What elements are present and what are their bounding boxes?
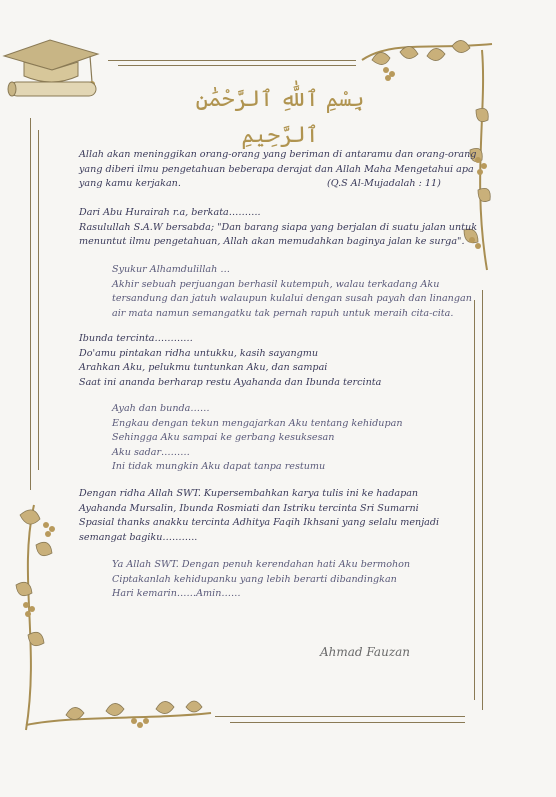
dedication-line: Dengan ridha Allah SWT. Kupersembahkan karya tulis ini ke hadapan bbox=[79, 488, 419, 499]
gratitude-line: tersandung dan jatuh walaupun kulalui dengan susah payah dan linangan bbox=[112, 293, 472, 304]
frame-right-line bbox=[482, 290, 483, 710]
gratitude-paragraph bbox=[112, 263, 472, 321]
mother-line: Arahkan Aku, pelukmu tuntunkan Aku, dan sampai bbox=[79, 362, 328, 373]
mother-paragraph bbox=[79, 332, 381, 390]
mother-line: Ibunda tercinta………… bbox=[79, 333, 193, 344]
basmala-calligraphy: بِسْمِ ٱللَّٰهِ ٱلرَّحْمَٰنِ ٱلرَّحِيمِ bbox=[195, 87, 365, 148]
graduation-cap-icon bbox=[2, 36, 102, 104]
quote-line: yang diberi ilmu pengetahuan beberapa derajat dan Allah Maha Mengetahui apa bbox=[79, 163, 474, 175]
mother-line: Saat ini ananda berharap restu Ayahanda dan Ibunda tercinta bbox=[79, 376, 382, 388]
quote-line: yang kamu kerjakan. bbox=[79, 178, 181, 189]
parents-line: Sehingga Aku sampai ke gerbang kesuksesan bbox=[112, 432, 335, 443]
parents-line: Ayah dan bunda…… bbox=[112, 403, 210, 414]
dedication-line: Spasial thanks anakku tercinta Adhitya Faqih Ikhsani yang selalu menjadi bbox=[79, 517, 440, 528]
author-signature: Ahmad Fauzan bbox=[320, 645, 411, 659]
quote-line: Allah akan meninggikan orang-orang yang beriman di antaramu dan orang-orang bbox=[79, 149, 477, 160]
frame-top-line-inner bbox=[118, 65, 356, 66]
gratitude-line: Syukur Alhamdulillah … bbox=[112, 264, 230, 275]
parents-paragraph bbox=[112, 402, 403, 475]
prayer-paragraph bbox=[112, 558, 410, 602]
mother-line: Do'amu pintakan ridha untukku, kasih sayangmu bbox=[79, 347, 319, 359]
frame-bottom-line bbox=[215, 716, 465, 717]
frame-bottom-line-inner bbox=[230, 722, 465, 723]
parents-line: Ini tidak mungkin Aku dapat tanpa restumu bbox=[112, 461, 326, 472]
hadith-line: Dari Abu Hurairah r.a, berkata………. bbox=[79, 207, 261, 218]
gratitude-line: air mata namun semangatku tak pernah rapuh untuk meraih cita-cita. bbox=[112, 307, 454, 319]
frame-top-line bbox=[108, 60, 356, 61]
dedication-line: semangat bagiku……….. bbox=[79, 531, 198, 543]
prayer-line: Hari kemarin……Amin…… bbox=[112, 588, 241, 599]
hadith-line: menuntut ilmu pengetahuan, Allah akan memudahkan baginya jalan ke surga". bbox=[79, 236, 465, 247]
frame-left-line-inner bbox=[38, 130, 39, 470]
frame-left-line bbox=[30, 118, 31, 490]
gratitude-line: Akhir sebuah perjuangan berhasil kutempuh, walau terkadang Aku bbox=[112, 278, 440, 290]
frame-right-line-inner bbox=[474, 300, 475, 700]
dedication-paragraph bbox=[79, 487, 439, 545]
quran-reference: (Q.S Al-Mujadalah : 11) bbox=[327, 178, 441, 189]
parents-line: Aku sadar……… bbox=[112, 446, 190, 458]
prayer-line: Ya Allah SWT. Dengan penuh kerendahan hati Aku bermohon bbox=[112, 559, 411, 570]
hadith-line: Rasulullah S.A.W bersabda; "Dan barang siapa yang berjalan di suatu jalan untuk bbox=[79, 221, 478, 233]
hadith-quote bbox=[79, 206, 477, 250]
parents-line: Engkau dengan tekun mengajarkan Aku tentang kehidupan bbox=[112, 417, 403, 429]
dedication-line: Ayahanda Mursalin, Ibunda Rosmiati dan Istriku tercinta Sri Sumarni bbox=[79, 502, 419, 514]
prayer-line: Ciptakanlah kehidupanku yang lebih berarti dibandingkan bbox=[112, 573, 397, 585]
